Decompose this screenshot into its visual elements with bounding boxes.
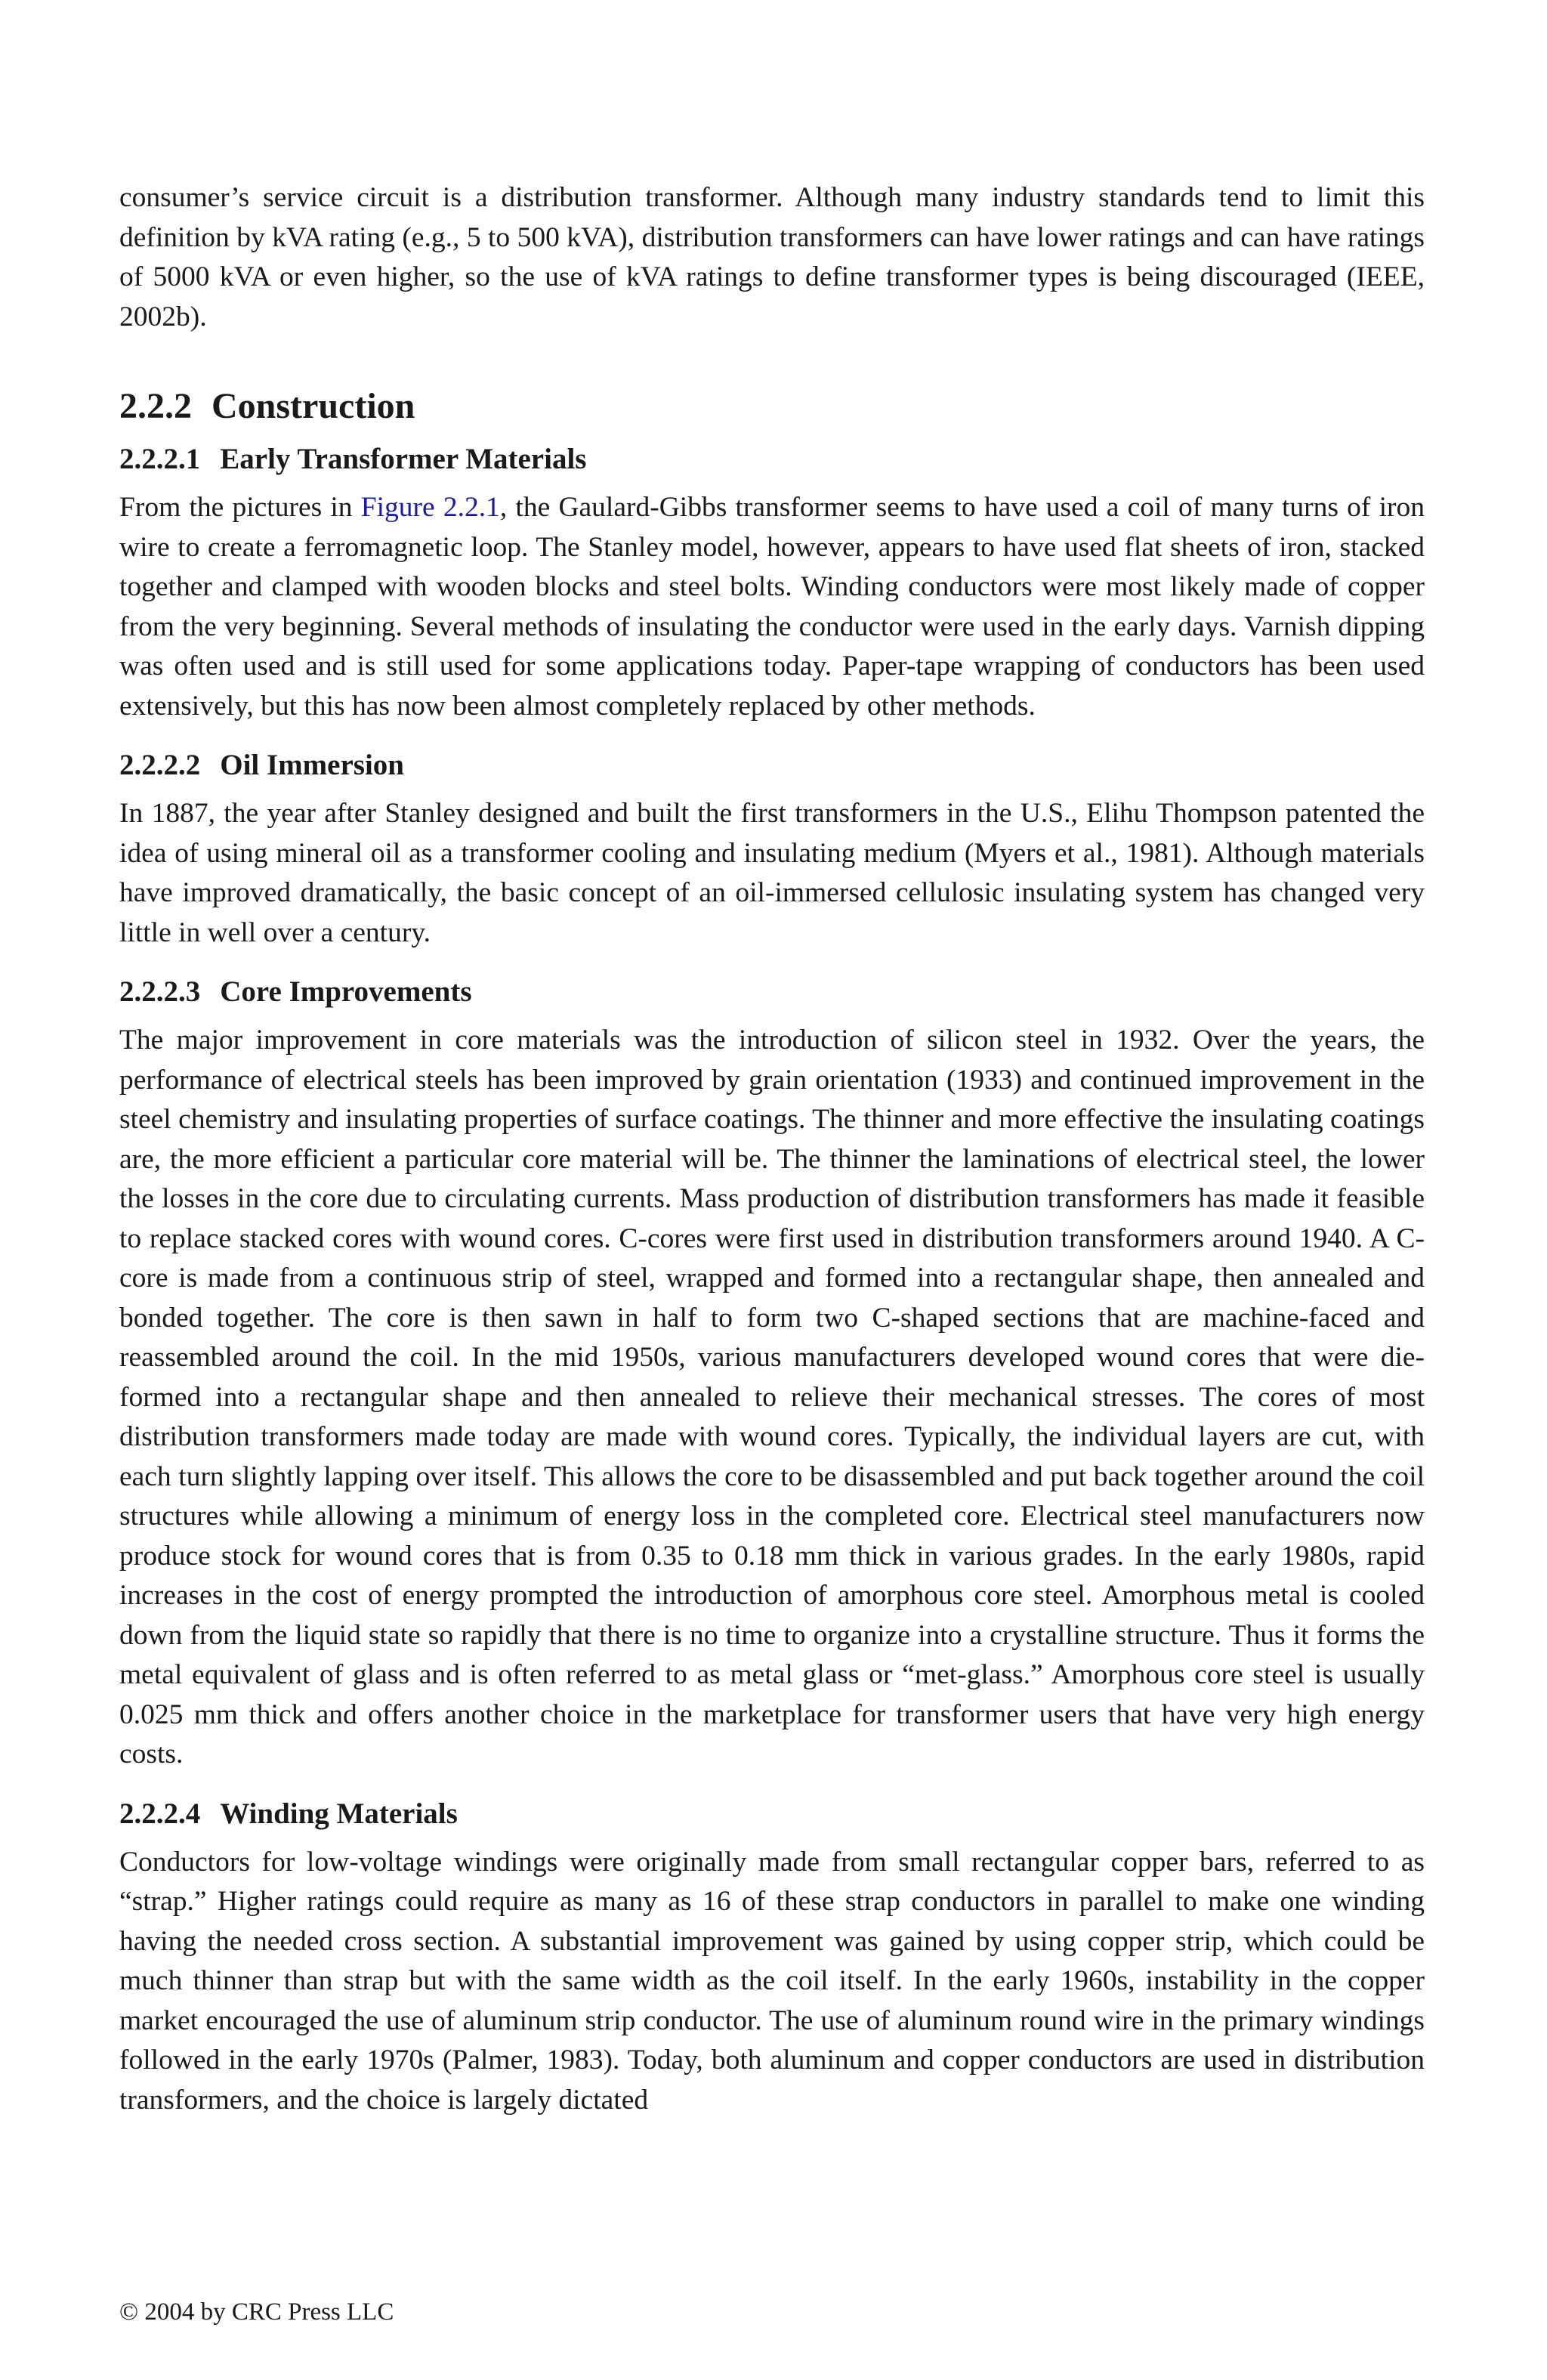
section-heading <box>119 381 1425 432</box>
subsection-title: Oil Immersion <box>220 749 404 781</box>
subsection-title: Winding Materials <box>220 1797 458 1830</box>
subsection-title: Early Transformer Materials <box>220 443 587 475</box>
winding-materials-paragraph: Conductors for low-voltage windings were originally made from small rectangular copper bars, referred to as “strap.” Higher ratings could require as many as 16 of these strap conductors in parallel to make one winding having the needed cross section. A substantial improvement was gained by using copper strip, which could be much thinner than strap but with the same width as the coil itself. In the early 1960s, instability in the copper market encouraged the use of aluminum strip conductor. The use of aluminum round wire in the primary windings followed in the early 1970s (Palmer, 1983). Today, both aluminum and copper conductors are used in distribution transformers, and the choice is largely dictated <box>119 1846 1425 2116</box>
page-content <box>119 178 1425 2120</box>
intro-paragraph: consumer’s service circuit is a distribution transformer. Although many industry standards tend to limit this definition by kVA rating (e.g., 5 to 500 kVA), distribution transformers can have lower ratings and can have ratings of 5000 kVA or even higher, so the use of kVA ratings to define transformer types is being discouraged (IEEE, 2002b). <box>119 182 1425 332</box>
section-number: 2.2.2 <box>119 386 192 426</box>
subsection-heading-oil-immersion <box>119 744 1425 787</box>
subsection-heading-winding-materials <box>119 1793 1425 1835</box>
subsection-number: 2.2.2.2 <box>119 749 201 781</box>
subsection-title: Core Improvements <box>220 975 472 1008</box>
subsection-heading-early-materials <box>119 438 1425 481</box>
text-after-link: , the Gaulard-Gibbs transformer seems to have used a coil of many turns of iron wire to create a ferromagnetic loop. The Stanley model, however, appears to have used flat sheets of iron, stacked together and clamped with wooden blocks and steel bolts. Winding conductors were most likely made of copper from the very beginning. Several methods of insulating the conductor were used in the early days. Varnish dipping was often used and is still used for some applications today. Paper-tape wrapping of conductors has been used extensively, but this has now been almost completely replaced by other methods. <box>119 492 1425 722</box>
subsection-number: 2.2.2.4 <box>119 1797 201 1830</box>
oil-immersion-paragraph: In 1887, the year after Stanley designed and built the first transformers in the U.S., Elihu Thompson patented the idea of using mineral oil as a transformer cooling and insulating medium (Myers et al., 1981). Although materials have improved dramatically, the basic concept of an oil-immersed cellulosic insulating system has changed very little in well over a century. <box>119 798 1425 948</box>
copyright-footer: © 2004 by CRC Press LLC <box>119 2298 394 2326</box>
early-materials-paragraph <box>119 488 1425 726</box>
core-improvements-paragraph: The major improvement in core materials was the introduction of silicon steel in 1932. Over the years, the performance of electrical steels has been improved by grain orientation (1933) and continued improvement in the steel chemistry and insulating properties of surface coatings. The thinner and more effective the insulating coatings are, the more efficient a particular core material will be. The thinner the laminations of electrical steel, the lower the losses in the core due to circulating currents. Mass production of distribution transformers has made it feasible to replace stacked cores with wound cores. C-cores were first used in distribution transformers around 1940. A C-core is made from a continuous strip of steel, wrapped and formed into a rectangular shape, then annealed and bonded together. The core is then sawn in half to form two C-shaped sections that are machine-faced and reassembled around the coil. In the mid 1950s, various manufacturers developed wound cores that were die-formed into a rectangular shape and then annealed to relieve their mechanical stresses. The cores of most distribution transformers made today are made with wound cores. Typically, the individual layers are cut, with each turn slightly lapping over itself. This allows the core to be disassembled and put back together around the coil structures while allowing a minimum of energy loss in the completed core. Electrical steel manufacturers now produce stock for wound cores that is from 0.35 to 0.18 mm thick in various grades. In the early 1980s, rapid increases in the cost of energy prompted the introduction of amorphous core steel. Amorphous metal is cooled down from the liquid state so rapidly that there is no time to organize into a crystalline structure. Thus it forms the metal equivalent of glass and is often referred to as metal glass or “met-glass.” Amorphous core steel is usually 0.025 mm thick and offers another choice in the marketplace for transformer users that have very high energy costs. <box>119 1025 1425 1770</box>
figure-link[interactable]: Figure 2.2.1 <box>360 492 500 523</box>
subsection-number: 2.2.2.3 <box>119 975 201 1008</box>
subsection-heading-core-improvements <box>119 971 1425 1013</box>
text-before-link: From the pictures in <box>119 492 361 523</box>
subsection-number: 2.2.2.1 <box>119 443 201 475</box>
section-title: Construction <box>212 386 415 426</box>
